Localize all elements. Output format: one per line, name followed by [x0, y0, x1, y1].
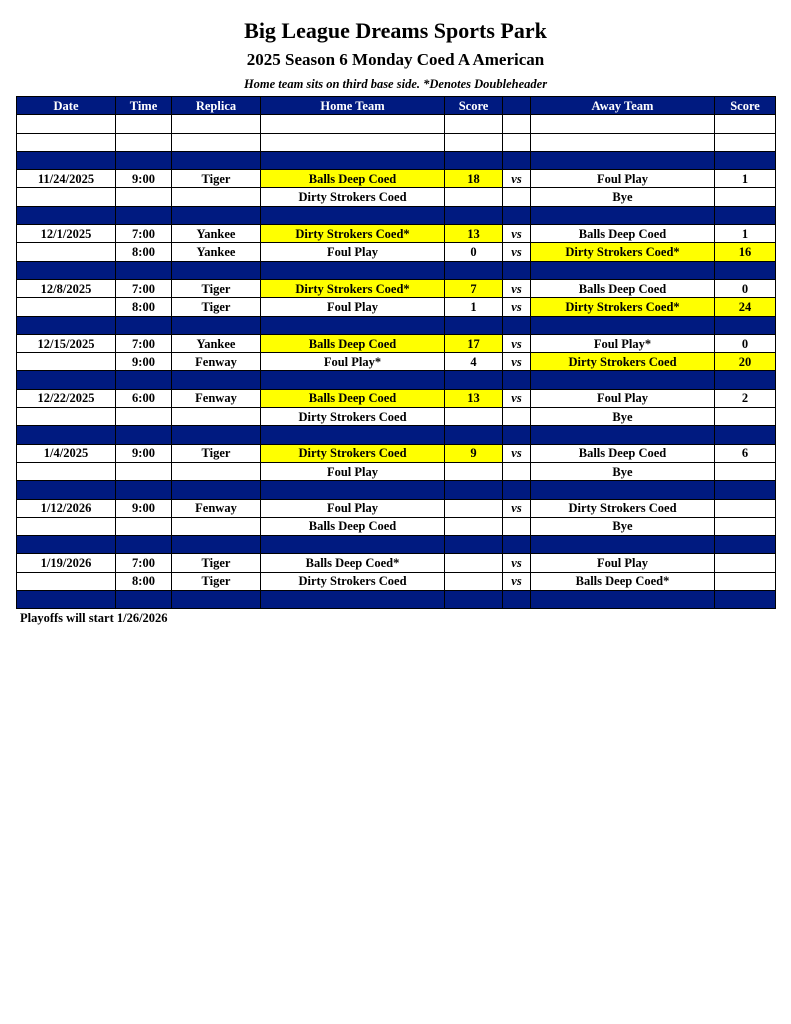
- replica-cell: Tiger: [172, 554, 261, 572]
- away-score-cell: [715, 499, 776, 517]
- away-score-cell: 1: [715, 170, 776, 188]
- home-score-cell: 0: [445, 243, 503, 261]
- time-cell: 8:00: [116, 298, 172, 316]
- away-score-cell: [715, 517, 776, 535]
- time-cell: 7:00: [116, 334, 172, 352]
- home-team-cell: Foul Play: [261, 298, 445, 316]
- replica-cell: Tiger: [172, 279, 261, 297]
- blank-row: [17, 115, 776, 133]
- game-row: [17, 243, 776, 261]
- home-score-cell: [445, 408, 503, 426]
- time-cell: 9:00: [116, 353, 172, 371]
- blank-row: [17, 133, 776, 151]
- time-cell: 9:00: [116, 444, 172, 462]
- home-score-cell: [445, 554, 503, 572]
- home-score-cell: 18: [445, 170, 503, 188]
- week-separator: [17, 206, 776, 224]
- date-cell: 1/12/2026: [17, 499, 116, 517]
- home-score-cell: [445, 462, 503, 480]
- col-replica: Replica: [172, 97, 261, 115]
- home-score-cell: 1: [445, 298, 503, 316]
- away-team-cell: Dirty Strokers Coed*: [531, 243, 715, 261]
- home-team-cell: Dirty Strokers Coed*: [261, 279, 445, 297]
- time-cell: 6:00: [116, 389, 172, 407]
- replica-cell: Tiger: [172, 444, 261, 462]
- date-cell: 12/8/2025: [17, 279, 116, 297]
- schedule-table: [16, 96, 776, 609]
- vs-cell: vs: [503, 554, 531, 572]
- vs-cell: vs: [503, 444, 531, 462]
- home-team-cell: Foul Play: [261, 499, 445, 517]
- game-row: [17, 334, 776, 352]
- week-separator: [17, 316, 776, 334]
- replica-cell: Tiger: [172, 170, 261, 188]
- game-row: [17, 408, 776, 426]
- home-team-cell: Foul Play: [261, 462, 445, 480]
- col-home-team: Home Team: [261, 97, 445, 115]
- away-team-cell: Balls Deep Coed: [531, 279, 715, 297]
- time-cell: [116, 517, 172, 535]
- game-row: [17, 389, 776, 407]
- away-team-cell: Dirty Strokers Coed*: [531, 298, 715, 316]
- replica-cell: Fenway: [172, 389, 261, 407]
- game-row: [17, 444, 776, 462]
- date-cell: [17, 572, 116, 590]
- vs-cell: vs: [503, 334, 531, 352]
- vs-cell: vs: [503, 279, 531, 297]
- time-cell: 9:00: [116, 499, 172, 517]
- date-cell: 11/24/2025: [17, 170, 116, 188]
- away-team-cell: Foul Play: [531, 170, 715, 188]
- vs-cell: [503, 408, 531, 426]
- week-separator: [17, 481, 776, 499]
- vs-cell: [503, 517, 531, 535]
- vs-cell: [503, 462, 531, 480]
- game-row: [17, 225, 776, 243]
- away-team-cell: Bye: [531, 408, 715, 426]
- home-team-cell: Dirty Strokers Coed: [261, 408, 445, 426]
- date-cell: 1/4/2025: [17, 444, 116, 462]
- game-row: [17, 353, 776, 371]
- home-score-cell: 7: [445, 279, 503, 297]
- date-cell: [17, 517, 116, 535]
- home-team-cell: Dirty Strokers Coed*: [261, 225, 445, 243]
- vs-cell: vs: [503, 225, 531, 243]
- replica-cell: Fenway: [172, 353, 261, 371]
- home-score-cell: [445, 188, 503, 206]
- time-cell: 7:00: [116, 225, 172, 243]
- home-score-cell: [445, 499, 503, 517]
- away-score-cell: [715, 408, 776, 426]
- date-cell: [17, 243, 116, 261]
- replica-cell: Tiger: [172, 572, 261, 590]
- time-cell: [116, 188, 172, 206]
- week-separator: [17, 151, 776, 169]
- time-cell: 7:00: [116, 279, 172, 297]
- time-cell: [116, 462, 172, 480]
- away-team-cell: Foul Play*: [531, 334, 715, 352]
- home-team-cell: Dirty Strokers Coed: [261, 572, 445, 590]
- game-row: [17, 279, 776, 297]
- page-title: Big League Dreams Sports Park: [244, 18, 547, 43]
- vs-cell: vs: [503, 499, 531, 517]
- week-separator: [17, 371, 776, 389]
- time-cell: 7:00: [116, 554, 172, 572]
- date-cell: [17, 298, 116, 316]
- home-score-cell: 13: [445, 389, 503, 407]
- home-score-cell: [445, 572, 503, 590]
- away-score-cell: 20: [715, 353, 776, 371]
- home-score-cell: [445, 517, 503, 535]
- away-team-cell: Bye: [531, 517, 715, 535]
- week-separator: [17, 591, 776, 609]
- vs-cell: vs: [503, 243, 531, 261]
- away-team-cell: Balls Deep Coed: [531, 225, 715, 243]
- vs-cell: vs: [503, 298, 531, 316]
- date-cell: 12/15/2025: [17, 334, 116, 352]
- replica-cell: [172, 188, 261, 206]
- vs-cell: vs: [503, 353, 531, 371]
- replica-cell: [172, 517, 261, 535]
- home-score-cell: 9: [445, 444, 503, 462]
- away-team-cell: Foul Play: [531, 389, 715, 407]
- home-score-cell: 13: [445, 225, 503, 243]
- schedule-body: [17, 115, 776, 609]
- away-score-cell: [715, 188, 776, 206]
- away-score-cell: 2: [715, 389, 776, 407]
- vs-cell: vs: [503, 170, 531, 188]
- away-score-cell: 1: [715, 225, 776, 243]
- away-team-cell: Balls Deep Coed: [531, 444, 715, 462]
- replica-cell: [172, 408, 261, 426]
- season-subtitle: 2025 Season 6 Monday Coed A American: [246, 50, 545, 69]
- home-team-cell: Foul Play: [261, 243, 445, 261]
- away-team-cell: Balls Deep Coed*: [531, 572, 715, 590]
- away-score-cell: [715, 462, 776, 480]
- time-cell: 9:00: [116, 170, 172, 188]
- home-team-cell: Balls Deep Coed: [261, 389, 445, 407]
- week-separator: [17, 426, 776, 444]
- game-row: [17, 554, 776, 572]
- time-cell: 8:00: [116, 572, 172, 590]
- date-cell: [17, 462, 116, 480]
- game-row: [17, 298, 776, 316]
- week-separator: [17, 261, 776, 279]
- vs-cell: [503, 188, 531, 206]
- home-team-cell: Dirty Strokers Coed: [261, 188, 445, 206]
- vs-cell: vs: [503, 389, 531, 407]
- date-cell: 1/19/2026: [17, 554, 116, 572]
- home-score-cell: 4: [445, 353, 503, 371]
- time-cell: [116, 408, 172, 426]
- vs-cell: vs: [503, 572, 531, 590]
- replica-cell: [172, 462, 261, 480]
- replica-cell: Tiger: [172, 298, 261, 316]
- replica-cell: Yankee: [172, 225, 261, 243]
- col-home-score: Score: [445, 97, 503, 115]
- col-date: Date: [17, 97, 116, 115]
- time-cell: 8:00: [116, 243, 172, 261]
- replica-cell: Yankee: [172, 334, 261, 352]
- home-team-cell: Dirty Strokers Coed: [261, 444, 445, 462]
- home-team-cell: Balls Deep Coed*: [261, 554, 445, 572]
- col-time: Time: [116, 97, 172, 115]
- date-cell: 12/1/2025: [17, 225, 116, 243]
- home-team-cell: Balls Deep Coed: [261, 517, 445, 535]
- home-team-cell: Foul Play*: [261, 353, 445, 371]
- game-row: [17, 462, 776, 480]
- playoffs-note: Playoffs will start 1/26/2026: [20, 611, 168, 625]
- away-team-cell: Bye: [531, 462, 715, 480]
- date-cell: [17, 408, 116, 426]
- away-team-cell: Foul Play: [531, 554, 715, 572]
- home-team-cell: Balls Deep Coed: [261, 170, 445, 188]
- replica-cell: Fenway: [172, 499, 261, 517]
- home-score-cell: 17: [445, 334, 503, 352]
- away-team-cell: Bye: [531, 188, 715, 206]
- date-cell: [17, 188, 116, 206]
- away-team-cell: Dirty Strokers Coed: [531, 499, 715, 517]
- col-away-score: Score: [715, 97, 776, 115]
- away-score-cell: 0: [715, 279, 776, 297]
- home-team-cell: Balls Deep Coed: [261, 334, 445, 352]
- date-cell: [17, 353, 116, 371]
- away-score-cell: [715, 554, 776, 572]
- away-score-cell: [715, 572, 776, 590]
- away-team-cell: Dirty Strokers Coed: [531, 353, 715, 371]
- away-score-cell: 16: [715, 243, 776, 261]
- schedule-note: Home team sits on third base side. *Denotes Doubleheader: [243, 77, 548, 91]
- header-row: [17, 97, 776, 115]
- away-score-cell: 0: [715, 334, 776, 352]
- game-row: [17, 517, 776, 535]
- game-row: [17, 499, 776, 517]
- game-row: [17, 572, 776, 590]
- week-separator: [17, 536, 776, 554]
- away-score-cell: 6: [715, 444, 776, 462]
- away-score-cell: 24: [715, 298, 776, 316]
- game-row: [17, 170, 776, 188]
- date-cell: 12/22/2025: [17, 389, 116, 407]
- col-away-team: Away Team: [531, 97, 715, 115]
- replica-cell: Yankee: [172, 243, 261, 261]
- col-vs: [503, 97, 531, 115]
- game-row: [17, 188, 776, 206]
